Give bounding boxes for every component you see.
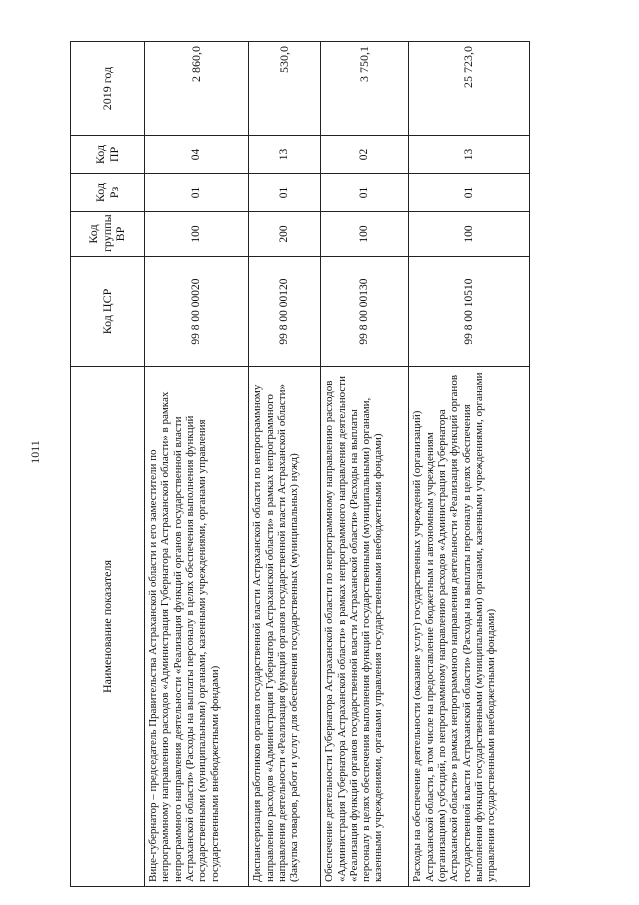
table-header-row — [71, 42, 145, 887]
row-year: 3 750,1 — [321, 42, 409, 136]
row-vr: 100 — [145, 212, 249, 257]
row-name: Вице-губернатор – председатель Правительства Астраханской области и его заместители по непрограммному направлению расходов «Администрация Губернатора Астраханской области» в рамках непрограммного направления деятельности «Реализация функций органов государственной власти Астраханской области» (Расходы на выплаты персоналу в целях обеспечения выполнения функций государственными (муниципальными) органами, казенными учреждениями, органами управления государственными внебюджетными фондами) — [145, 367, 249, 887]
row-csr: 99 8 00 10510 — [409, 257, 530, 367]
rotated-table-frame — [70, 42, 639, 882]
row-pr: 04 — [145, 136, 249, 174]
row-year: 25 723,0 — [409, 42, 530, 136]
row-rz: 01 — [321, 174, 409, 212]
header-pr: Код ПР — [71, 136, 145, 174]
table-row — [409, 42, 530, 887]
table-row — [145, 42, 249, 887]
row-pr: 13 — [409, 136, 530, 174]
row-vr: 100 — [409, 212, 530, 257]
budget-table — [70, 41, 530, 887]
row-csr: 99 8 00 00130 — [321, 257, 409, 367]
row-rz: 01 — [409, 174, 530, 212]
row-year: 530,0 — [249, 42, 321, 136]
page-number: 1011 — [28, 440, 42, 464]
row-name: Обеспечение деятельности Губернатора Астраханской области по непрограммному направлению расходов «Администрация Губернатора Астраханской области» в рамках непрограммного направления деятельности «Реализация функций органов государственной власти Астраханской области» (Расходы на выплаты персоналу в целях обеспечения выполнения функций государственными (муниципальными) органами, казенными учреждениями, органами управления государственными внебюджетными фондами) — [321, 367, 409, 887]
table-row — [321, 42, 409, 887]
header-name: Наименование показателя — [71, 367, 145, 887]
row-name: Диспансеризация работников органов государственной власти Астраханской области по непрограммному направлению расходов «Администрация Губернатора Астраханской области» в рамках непрограммного направления деятельности «Реализация функций органов государственной власти Астраханской области» (Закупка товаров, работ и услуг для обеспечения государственных (муниципальных) нужд) — [249, 367, 321, 887]
row-vr: 200 — [249, 212, 321, 257]
header-vr: Код группы ВР — [71, 212, 145, 257]
row-vr: 100 — [321, 212, 409, 257]
header-rz: Код Рз — [71, 174, 145, 212]
row-pr: 13 — [249, 136, 321, 174]
row-csr: 99 8 00 00120 — [249, 257, 321, 367]
header-year: 2019 год — [71, 42, 145, 136]
header-csr: Код ЦСР — [71, 257, 145, 367]
row-rz: 01 — [249, 174, 321, 212]
row-name: Расходы на обеспечение деятельности (оказание услуг) государственных учреждений (организаций) Астраханской области, в том числе на предоставление бюджетным и автономным учреждениям (организациям) субсидий, по непрограммному направлению расходов «Администрация Губернатора Астраханской области» в рамках непрограммного направления деятельности «Реализация функций органов государственной власти Астраханской области» (Расходы на выплаты персоналу в целях обеспечения выполнения функций государственными (муниципальными) органами, казенными учреждениями, органами управления государственными внебюджетными фондами) — [409, 367, 530, 887]
table-row — [249, 42, 321, 887]
row-year: 2 860,0 — [145, 42, 249, 136]
row-csr: 99 8 00 00020 — [145, 257, 249, 367]
row-rz: 01 — [145, 174, 249, 212]
row-pr: 02 — [321, 136, 409, 174]
